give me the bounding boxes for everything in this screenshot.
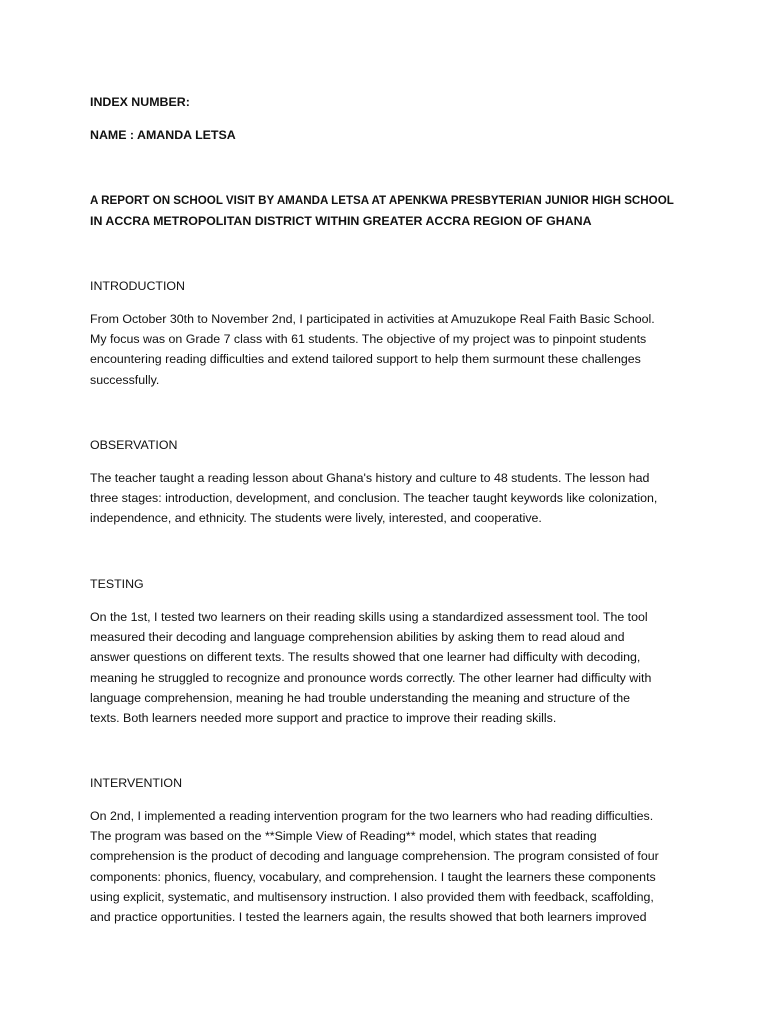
intervention-paragraph [90,806,678,927]
paragraph-line: The program was based on the **Simple View of Reading** model, which states that reading [90,829,597,844]
paragraph-line: independence, and ethnicity. The students were lively, interested, and cooperative. [90,511,542,526]
intervention-heading: INTERVENTION [90,776,183,790]
paragraph-line: texts. Both learners needed more support and practice to improve their reading skills. [90,711,557,726]
paragraph-line: successfully. [90,372,160,387]
index-number-label: INDEX NUMBER: [90,95,190,109]
paragraph-line: On 2nd, I implemented a reading intervention program for the two learners who had reading difficulties. [90,809,654,823]
paragraph-line: comprehension is the product of decoding and language comprehension. The program consisted of four [90,849,659,864]
paragraph-line: three stages: introduction, development, and conclusion. The teacher taught keywords like colonization, [90,491,658,506]
paragraph-line: and practice opportunities. I tested the learners again, the results showed that both learners improved [90,910,647,925]
report-title-line: IN ACCRA METROPOLITAN DISTRICT WITHIN GREATER ACCRA REGION OF GHANA [90,214,592,229]
report-title [90,191,678,231]
testing-paragraph [90,607,678,728]
paragraph-line: measured their decoding and language comprehension abilities by asking them to read aloud and [90,630,625,645]
paragraph-line: On the 1st, I tested two learners on their reading skills using a standardized assessment tool. The tool [90,610,648,624]
introduction-paragraph [90,309,678,390]
paragraph-line: My focus was on Grade 7 class with 61 students. The objective of my project was to pinpoint students [90,332,647,347]
paragraph-line: encountering reading difficulties and extend tailored support to help them surmount these challenges [90,352,641,367]
paragraph-line: language comprehension, meaning he had trouble understanding the meaning and structure of the [90,690,631,705]
paragraph-line: answer questions on different texts. The results showed that one learner had difficulty with decoding, [90,650,641,665]
paragraph-line: The teacher taught a reading lesson about Ghana's history and culture to 48 students. The lesson had [90,471,650,485]
student-name: NAME : AMANDA LETSA [90,128,236,142]
paragraph-line: From October 30th to November 2nd, I participated in activities at Amuzukope Real Faith Basic School. [90,312,655,326]
introduction-heading: INTRODUCTION [90,279,185,293]
testing-heading: TESTING [90,577,144,591]
paragraph-line: meaning he struggled to recognize and pronounce words correctly. The other learner had difficulty with [90,670,652,685]
paragraph-line: using explicit, systematic, and multisensory instruction. I also provided them with feedback, scaffolding, [90,889,654,904]
observation-paragraph [90,468,678,529]
report-title-line: A REPORT ON SCHOOL VISIT BY AMANDA LETSA AT APENKWA PRESBYTERIAN JUNIOR HIGH SCHOOL [90,194,674,207]
paragraph-line: components: phonics, fluency, vocabulary, and comprehension. I taught the learners these components [90,869,656,884]
observation-heading: OBSERVATION [90,438,178,452]
